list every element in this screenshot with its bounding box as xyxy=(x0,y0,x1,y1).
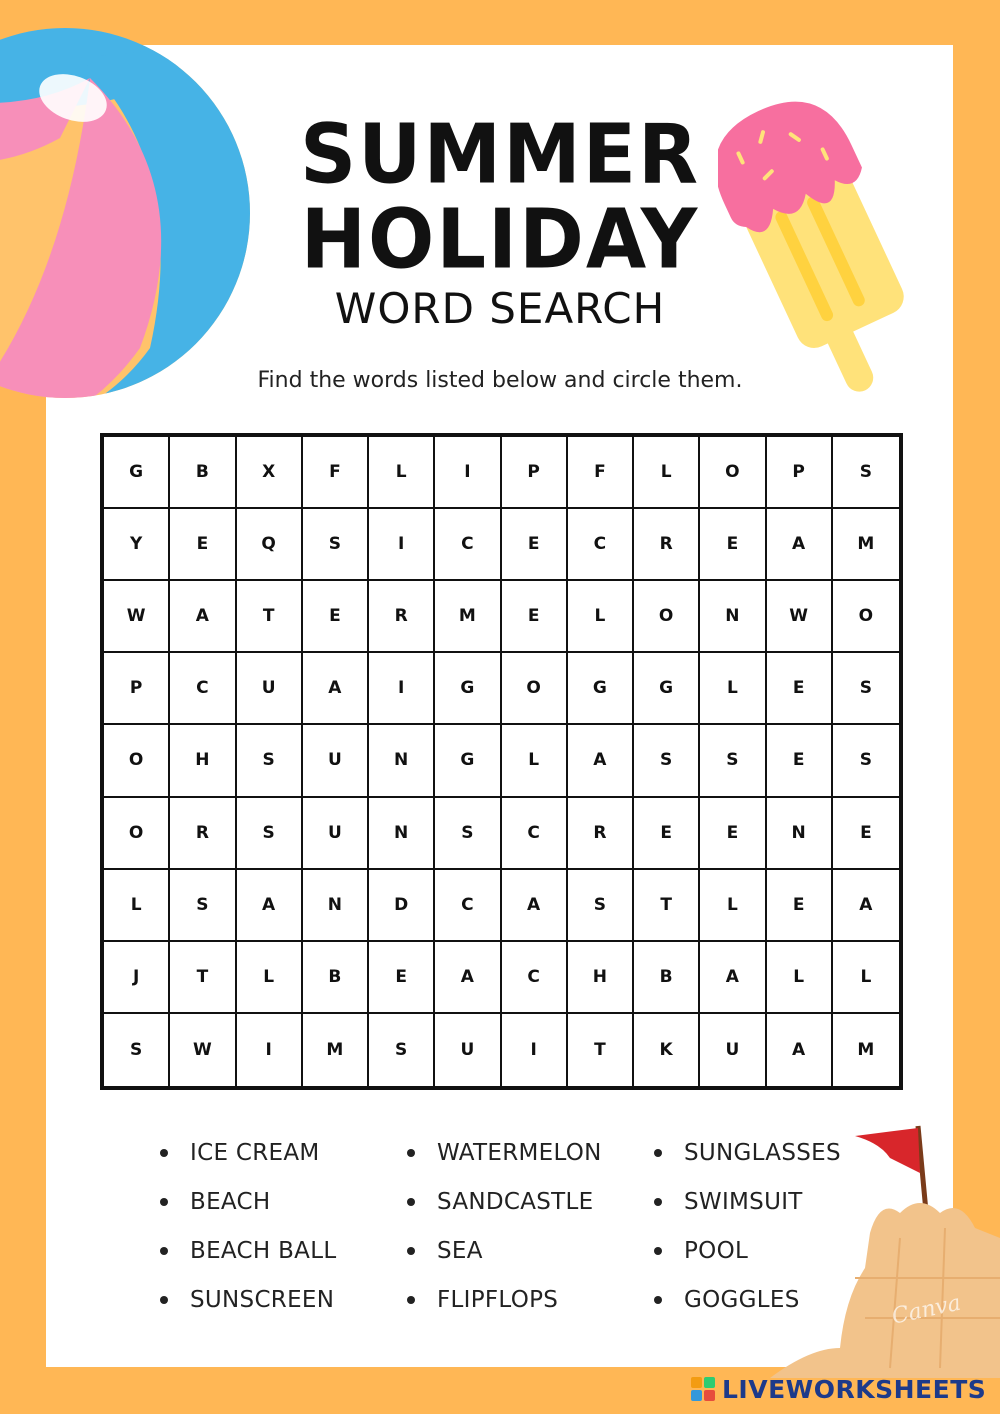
grid-cell[interactable]: O xyxy=(700,437,766,509)
grid-cell[interactable]: N xyxy=(369,798,435,870)
grid-cell[interactable]: A xyxy=(767,509,833,581)
word-label: SEA xyxy=(437,1237,483,1264)
grid-cell[interactable]: U xyxy=(700,1014,766,1086)
word-label: WATERMELON xyxy=(437,1139,602,1166)
grid-cell[interactable]: S xyxy=(237,725,303,797)
grid-cell[interactable]: U xyxy=(303,798,369,870)
bullet-icon xyxy=(654,1247,662,1255)
liveworksheets-logo[interactable] xyxy=(690,1372,986,1406)
grid-cell[interactable]: G xyxy=(104,437,170,509)
title-line-2: HOLIDAY xyxy=(300,192,700,288)
grid-cell[interactable]: A xyxy=(833,870,899,942)
grid-cell[interactable]: E xyxy=(767,870,833,942)
grid-cell[interactable]: M xyxy=(303,1014,369,1086)
word-label: FLIPFLOPS xyxy=(437,1286,559,1313)
bullet-icon xyxy=(407,1198,415,1206)
word-item xyxy=(407,1275,647,1324)
grid-cell[interactable]: T xyxy=(634,870,700,942)
grid-cell[interactable]: S xyxy=(634,725,700,797)
grid-cell[interactable]: L xyxy=(700,870,766,942)
bullet-icon xyxy=(654,1296,662,1304)
word-label: SWIMSUIT xyxy=(684,1188,803,1215)
instructions: Find the words listed below and circle them. xyxy=(257,368,743,393)
grid-cell[interactable]: S xyxy=(237,798,303,870)
grid-cell[interactable]: U xyxy=(237,653,303,725)
word-item xyxy=(160,1177,400,1226)
grid-cell[interactable]: L xyxy=(369,437,435,509)
grid-cell[interactable]: I xyxy=(369,653,435,725)
word-item xyxy=(160,1275,400,1324)
grid-cell[interactable]: J xyxy=(104,942,170,1014)
grid-cell[interactable]: L xyxy=(104,870,170,942)
grid-cell[interactable]: C xyxy=(435,509,501,581)
grid-cell[interactable]: P xyxy=(104,653,170,725)
word-label: ICE CREAM xyxy=(190,1139,320,1166)
grid-cell[interactable]: H xyxy=(568,942,634,1014)
bullet-icon xyxy=(654,1198,662,1206)
grid-cell[interactable]: S xyxy=(435,798,501,870)
grid-cell[interactable]: N xyxy=(700,581,766,653)
word-item xyxy=(160,1128,400,1177)
word-item xyxy=(407,1128,647,1177)
grid-cell[interactable]: G xyxy=(634,653,700,725)
bullet-icon xyxy=(160,1296,168,1304)
word-label: SUNGLASSES xyxy=(684,1139,841,1166)
grid-cell[interactable]: G xyxy=(435,725,501,797)
grid-cell[interactable]: A xyxy=(237,870,303,942)
grid-cell[interactable]: W xyxy=(767,581,833,653)
bullet-icon xyxy=(407,1247,415,1255)
grid-cell[interactable]: C xyxy=(502,798,568,870)
grid-cell[interactable]: B xyxy=(303,942,369,1014)
grid-cell[interactable]: M xyxy=(857,1039,875,1060)
grid-cell[interactable]: X xyxy=(237,437,303,509)
grid-cell[interactable]: L xyxy=(700,653,766,725)
brand-name: LIVEWORKSHEETS xyxy=(722,1374,987,1404)
word-item xyxy=(654,1226,894,1275)
bullet-icon xyxy=(407,1296,415,1304)
grid-cell[interactable]: P xyxy=(767,437,833,509)
grid-cell[interactable]: O xyxy=(104,725,170,797)
grid-cell[interactable]: R xyxy=(568,798,634,870)
grid-cell[interactable]: I xyxy=(435,437,501,509)
grid-cell[interactable]: F xyxy=(303,437,369,509)
grid-cell[interactable]: G xyxy=(435,653,501,725)
grid-cell[interactable]: H xyxy=(170,725,236,797)
word-item xyxy=(654,1275,894,1324)
grid-cell[interactable]: S xyxy=(369,1014,435,1086)
subtitle: WORD SEARCH xyxy=(334,284,666,333)
word-item xyxy=(407,1177,647,1226)
grid-cell[interactable]: A xyxy=(435,942,501,1014)
grid-cell[interactable]: F xyxy=(568,437,634,509)
grid-cell[interactable]: C xyxy=(502,942,568,1014)
grid-cell[interactable]: W xyxy=(104,581,170,653)
grid-cell[interactable]: L xyxy=(568,581,634,653)
grid-cell[interactable]: R xyxy=(634,509,700,581)
bullet-icon xyxy=(160,1198,168,1206)
grid-cell[interactable]: M xyxy=(435,581,501,653)
grid-cell[interactable]: S xyxy=(303,509,369,581)
grid-cell[interactable]: E xyxy=(700,509,766,581)
grid-cell[interactable]: A xyxy=(170,581,236,653)
grid-cell[interactable]: U xyxy=(303,725,369,797)
word-label: BEACH xyxy=(190,1188,271,1215)
grid-cell[interactable]: W xyxy=(170,1014,236,1086)
grid-cell[interactable]: I xyxy=(502,1014,568,1086)
grid-cell[interactable]: E xyxy=(833,798,899,870)
grid-cell[interactable]: S xyxy=(833,437,899,509)
word-item xyxy=(654,1128,894,1177)
svg-text:Canva: Canva xyxy=(889,1290,964,1330)
grid-cell[interactable]: L xyxy=(502,725,568,797)
grid-cell[interactable]: B xyxy=(634,942,700,1014)
grid-cell[interactable]: U xyxy=(435,1014,501,1086)
grid-cell[interactable]: T xyxy=(170,942,236,1014)
grid-cell[interactable]: O xyxy=(502,653,568,725)
grid-cell[interactable]: T xyxy=(568,1014,634,1086)
title-line-1: SUMMER xyxy=(299,107,701,203)
grid-cell[interactable]: T xyxy=(237,581,303,653)
grid-cell[interactable]: E xyxy=(502,509,568,581)
grid-cell[interactable]: C xyxy=(568,509,634,581)
grid-cell[interactable]: L xyxy=(833,942,899,1014)
bullet-icon xyxy=(407,1149,415,1157)
word-label: POOL xyxy=(684,1237,749,1264)
grid-cell[interactable]: O xyxy=(634,581,700,653)
grid-cell[interactable]: L xyxy=(767,942,833,1014)
grid-cell[interactable]: S xyxy=(833,725,899,797)
word-column-2 xyxy=(407,1128,647,1324)
grid-cell[interactable]: Y xyxy=(104,509,170,581)
word-column-1 xyxy=(160,1128,400,1324)
bullet-icon xyxy=(654,1149,662,1157)
grid-cell[interactable]: C xyxy=(170,653,236,725)
grid-cell[interactable]: S xyxy=(700,725,766,797)
grid-cell[interactable]: O xyxy=(833,581,899,653)
grid-cell[interactable]: E xyxy=(303,581,369,653)
grid-cell[interactable]: N xyxy=(303,870,369,942)
grid-cell[interactable]: L xyxy=(634,437,700,509)
bullet-icon xyxy=(160,1247,168,1255)
grid-cell[interactable]: E xyxy=(502,581,568,653)
grid-cell[interactable]: S xyxy=(170,870,236,942)
grid-cell[interactable]: R xyxy=(170,798,236,870)
grid-cell[interactable]: B xyxy=(170,437,236,509)
grid-cell[interactable]: O xyxy=(104,798,170,870)
grid-cell[interactable]: A xyxy=(767,1014,833,1086)
grid-cell[interactable]: E xyxy=(767,725,833,797)
word-search-grid xyxy=(100,433,903,1090)
grid-cell[interactable]: Q xyxy=(237,509,303,581)
grid-cell[interactable]: R xyxy=(369,581,435,653)
grid-cell[interactable]: S xyxy=(104,1014,170,1086)
word-item xyxy=(654,1177,894,1226)
bullet-icon xyxy=(160,1149,168,1157)
grid-cell[interactable]: E xyxy=(170,509,236,581)
grid-cell[interactable]: A xyxy=(502,870,568,942)
grid-cell[interactable]: E xyxy=(634,798,700,870)
word-label: GOGGLES xyxy=(684,1286,800,1313)
grid-cell[interactable]: A xyxy=(568,725,634,797)
grid-cell[interactable]: I xyxy=(237,1014,303,1086)
word-item xyxy=(407,1226,647,1275)
grid-cell[interactable]: S xyxy=(568,870,634,942)
grid-cell[interactable]: E xyxy=(700,798,766,870)
grid-cell[interactable]: M xyxy=(833,509,899,581)
grid-cell[interactable]: C xyxy=(435,870,501,942)
grid-cell[interactable]: A xyxy=(303,653,369,725)
grid-cell[interactable]: N xyxy=(767,798,833,870)
grid-cell[interactable]: E xyxy=(767,653,833,725)
grid-cell[interactable]: N xyxy=(369,725,435,797)
grid-cell[interactable]: K xyxy=(634,1014,700,1086)
grid-cell[interactable]: D xyxy=(369,870,435,942)
word-label: SANDCASTLE xyxy=(437,1188,594,1215)
liveworksheets-logo-icon xyxy=(690,1376,716,1402)
word-item xyxy=(160,1226,400,1275)
grid-cell[interactable]: L xyxy=(237,942,303,1014)
grid-cell[interactable]: E xyxy=(369,942,435,1014)
word-label: SUNSCREEN xyxy=(190,1286,335,1313)
grid-cell[interactable]: P xyxy=(502,437,568,509)
grid-cell[interactable]: G xyxy=(568,653,634,725)
grid-cell[interactable]: I xyxy=(369,509,435,581)
word-label: BEACH BALL xyxy=(190,1237,337,1264)
grid-cell[interactable]: A xyxy=(700,942,766,1014)
word-column-3 xyxy=(654,1128,894,1324)
grid-cell[interactable]: S xyxy=(833,653,899,725)
